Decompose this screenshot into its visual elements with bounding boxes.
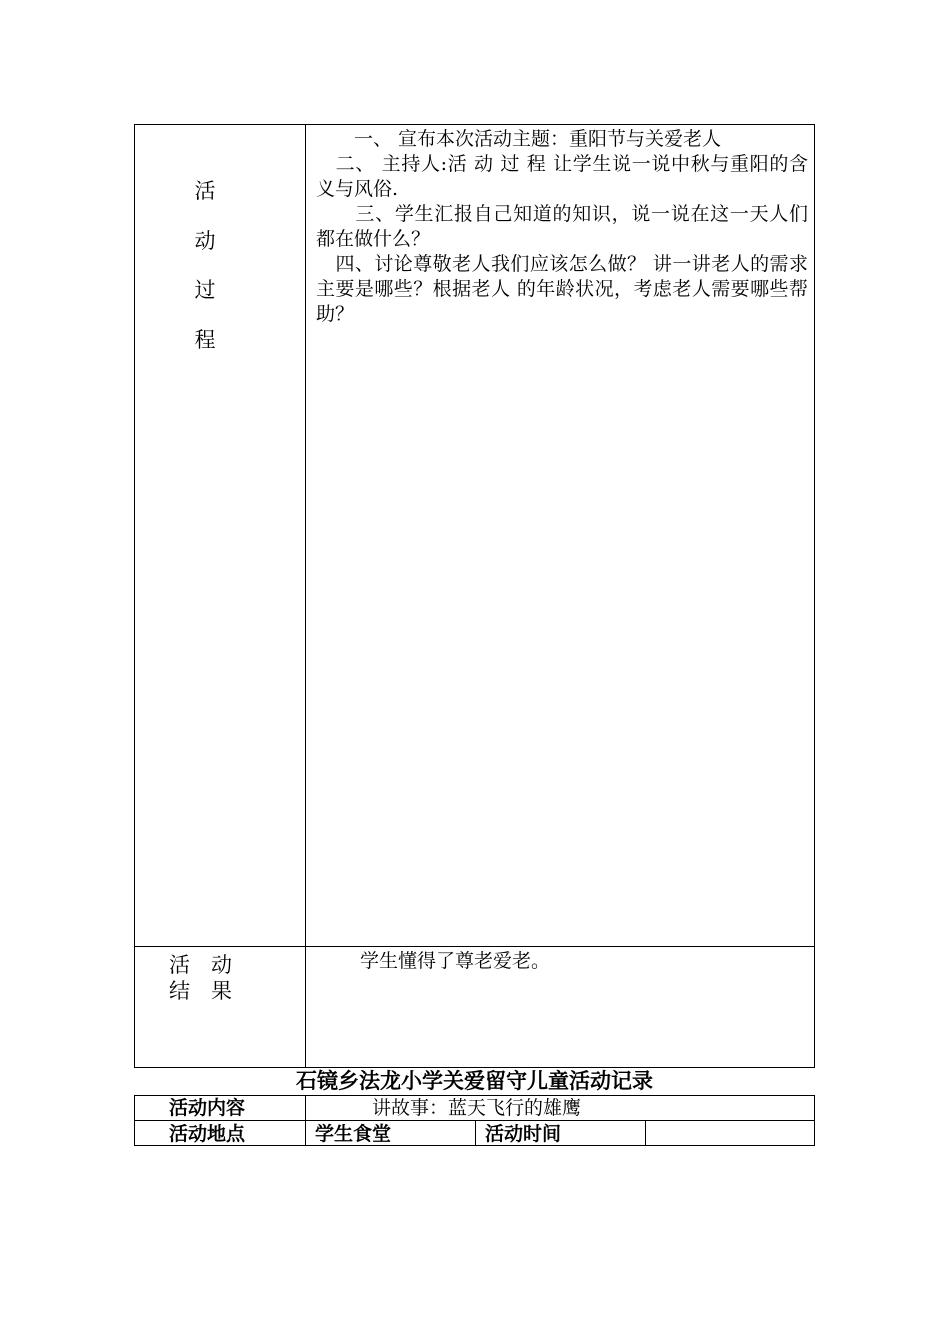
column-divider [475,1120,476,1146]
process-step-3: 三、学生汇报自己知道的知识，说一说在这一天人们都在做什么？ [316,203,808,250]
column-divider [305,125,306,1067]
activity-result-text: 学生懂得了尊老爱老。 [360,950,551,972]
process-step-1: 一、 宣布本次活动主题：重阳节与关爱老人 [316,128,722,150]
process-label-char-1: 活 [194,179,216,203]
content-label: 活动内容 [169,1097,246,1119]
record-title: 石镜乡法龙小学关爱留守儿童活动记录 [296,1069,653,1093]
process-step-4: 四、讨论尊敬老人我们应该怎么做？ 讲一讲老人的需求主要是哪些？根据老人 的年龄状况，考虑老人需要哪些帮助？ [316,253,808,325]
process-label-char-2: 动 [194,229,216,253]
location-value: 学生食堂 [315,1123,392,1145]
column-divider [645,1120,646,1146]
activity-process-text [316,127,808,327]
activity-record-table [134,124,815,1068]
result-label-line-2: 结 果 [169,979,232,1003]
result-label-line-1: 活 动 [169,953,232,977]
process-label-char-4: 程 [194,328,216,352]
process-step-2: 二、 主持人:活 动 过 程 让学生说一说中秋与重阳的含义与风俗. [316,153,808,200]
column-divider [305,1096,306,1145]
activity-info-table [134,1095,815,1146]
location-label: 活动地点 [169,1123,246,1145]
time-label: 活动时间 [485,1123,562,1145]
row-divider [135,946,814,947]
process-label-char-3: 过 [194,278,216,302]
content-value: 讲故事：蓝天飞行的雄鹰 [372,1097,582,1119]
